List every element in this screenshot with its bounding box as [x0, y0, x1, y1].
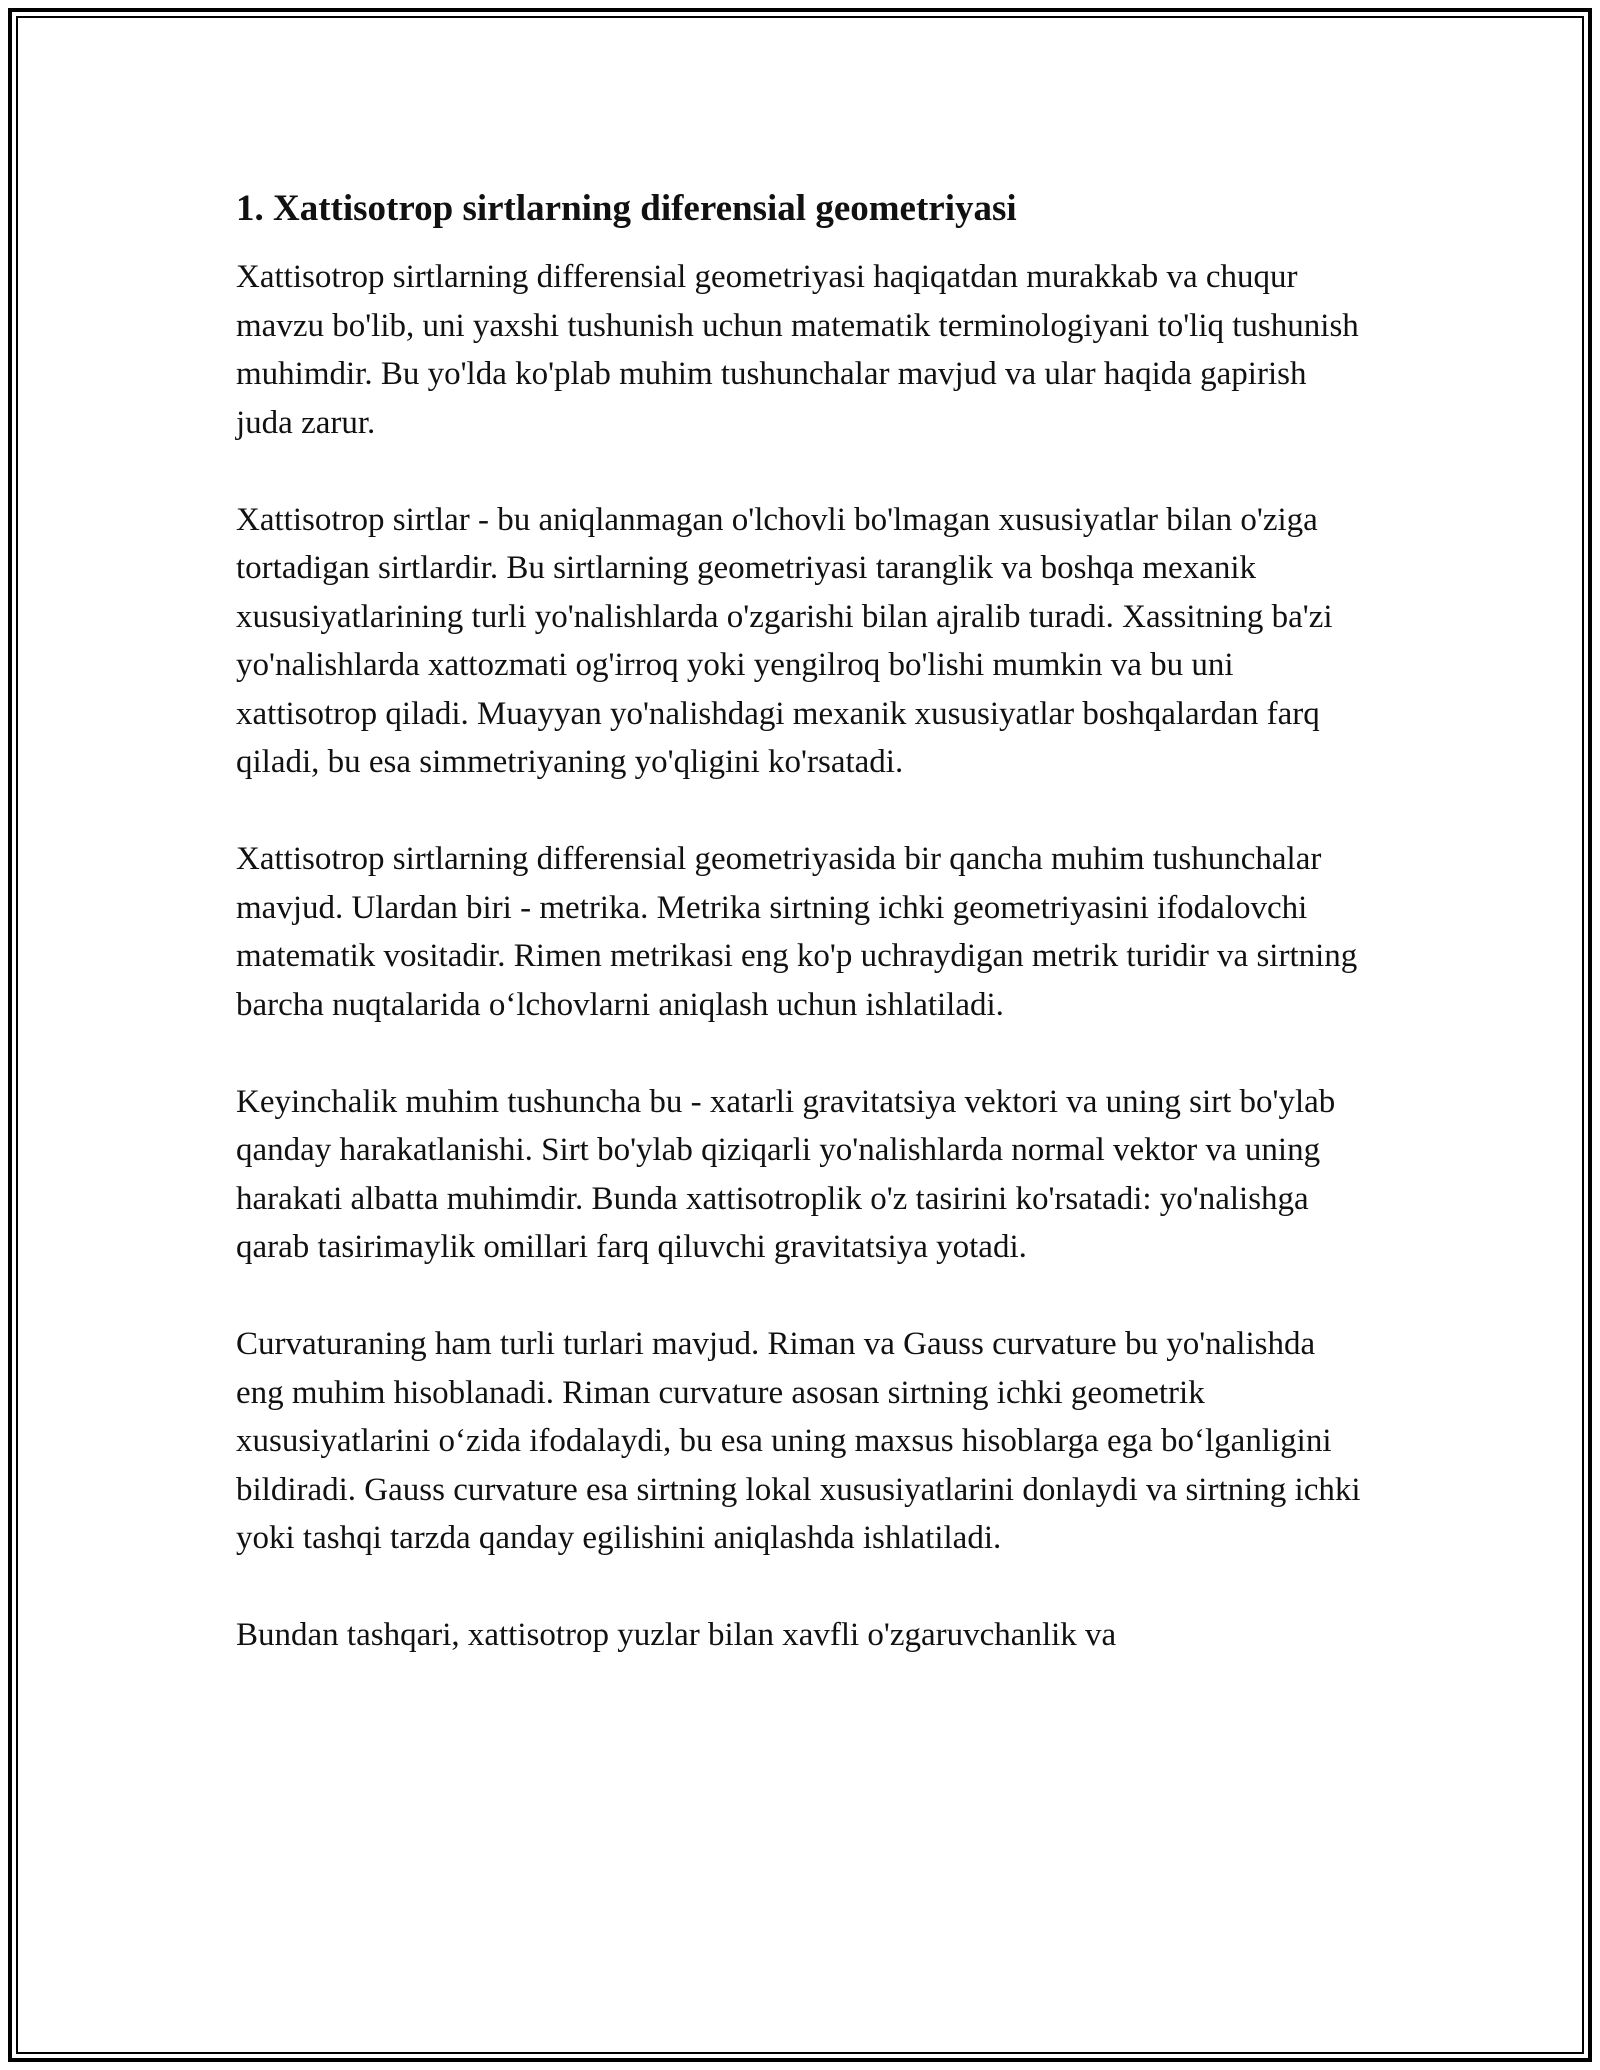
document-body — [236, 185, 1366, 1708]
paragraph-intro: Xattisotrop sirtlarning differensial geometriyasi haqiqatdan murakkab va chuqur mavzu bo'lib, uni yaxshi tushunish uchun matematik terminologiyani to'liq tushunish muhimdir. Bu yo'lda ko'plab muhim tushunchalar mavjud va ular haqida gapirish juda zarur. — [236, 259, 1359, 441]
paragraph-definition: Xattisotrop sirtlar - bu aniqlanmagan o'lchovli bo'lmagan xususiyatlar bilan o'ziga tortadigan sirtlardir. Bu sirtlarning geometriyasi taranglik va boshqa mexanik xususiyatlarining turli yo'nalishlarda o'zgarishi bilan ajralib turadi. Xassitning ba'zi yo'nalishlarda xattozmati og'irroq yoki yengilroq bo'lishi mumkin va bu uni xattisotrop qiladi. Muayyan yo'nalishdagi mexanik xususiyatlar boshqalardan farq qiladi, bu esa simmetriyaning yo'qligini ko'rsatadi. — [236, 501, 1333, 780]
page-title: 1. Xattisotrop sirtlarning diferensial geometriyasi — [236, 188, 1017, 229]
paragraph-gravity-vector: Keyinchalik muhim tushuncha bu - xatarli gravitatsiya vektori va uning sirt bo'ylab qanday harakatlanishi. Sirt bo'ylab qiziqarli yo'nalishlarda normal vektor va uning harakati albatta muhimdir. Bunda xattisotroplik o'z tasirini ko'rsatadi: yo'nalishga qarab tasirimaylik omillari farq qiluvchi gravitatsiya yotadi. — [236, 1083, 1336, 1265]
paragraph-metric: Xattisotrop sirtlarning differensial geometriyasida bir qancha muhim tushunchalar mavjud. Ulardan biri - metrika. Metrika sirtning ichki geometriyasini ifodalovchi matematik vositadir. Rimen metrikasi eng ko'p uchraydigan metrik turidir va sirtning barcha nuqtalarida o‘lchovlarni aniqlash uchun ishlatiladi. — [236, 841, 1358, 1023]
paragraph-continuation: Bundan tashqari, xattisotrop yuzlar bilan xavfli o'zgaruvchanlik va — [236, 1617, 1117, 1653]
paragraph-curvature: Curvaturaning ham turli turlari mavjud. Riman va Gauss curvature bu yo'nalishda eng muhim hisoblanadi. Riman curvature asosan sirtning ichki geometrik xususiyatlarini o‘zida ifodalaydi, bu esa uning maxsus hisoblarga ega bo‘lganligini bildiradi. Gauss curvature esa sirtning lokal xususiyatlarini donlaydi va sirtning ichki yoki tashqi tarzda qanday egilishini aniqlashda ishlatiladi. — [236, 1326, 1361, 1556]
